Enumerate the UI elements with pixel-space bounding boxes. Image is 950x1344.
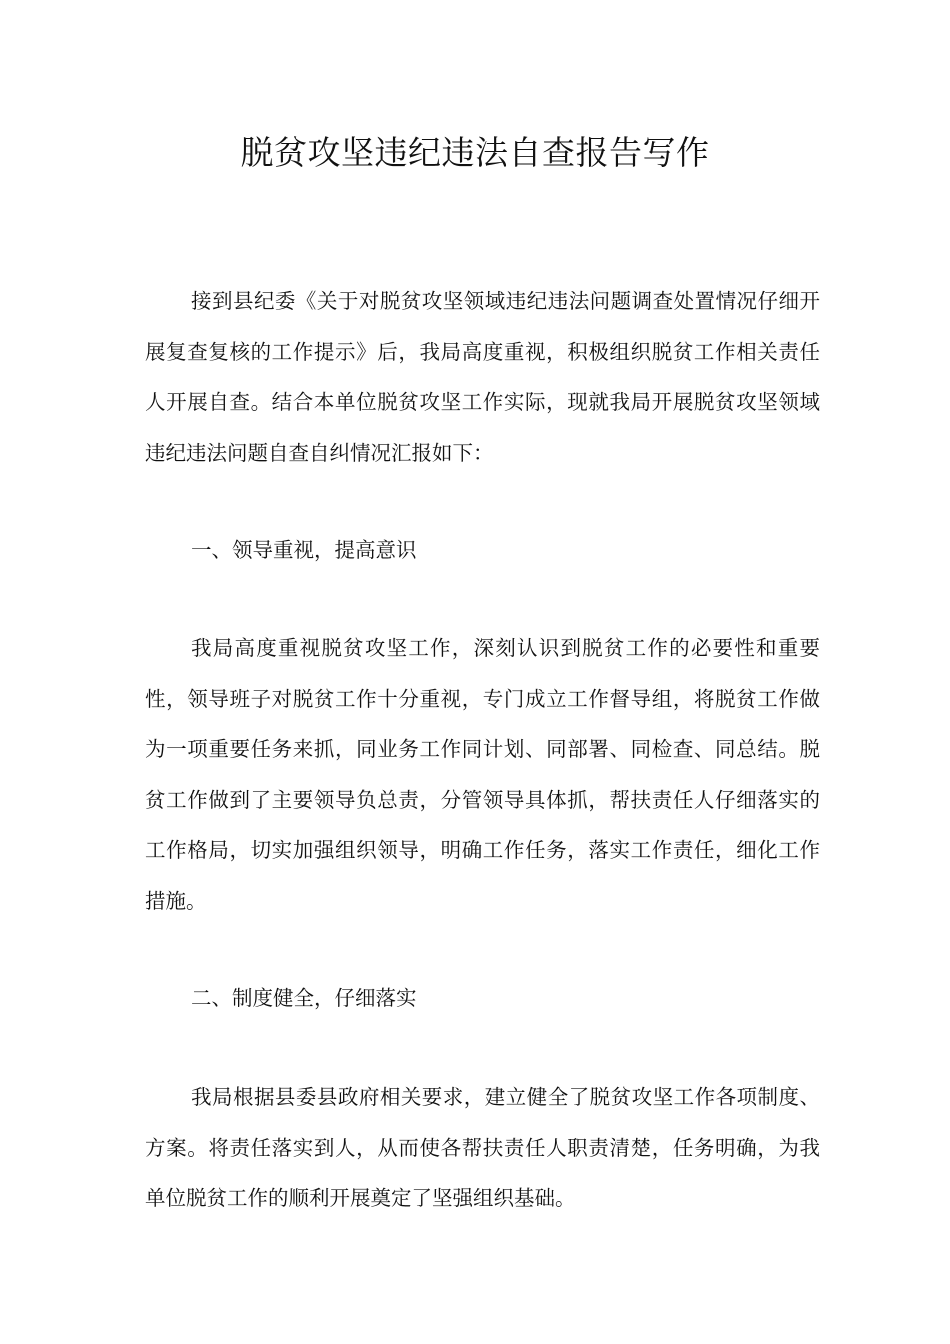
- section-body-1: 我局高度重视脱贫攻坚工作，深刻认识到脱贫工作的必要性和重要性，领导班子对脱贫工作十分重视，专门成立工作督导组，将脱贫工作做为一项重要任务来抓，同业务工作同计划、同部署、同检查、同总结。脱贫工作做到了主要领导负总责，分管领导具体抓，帮扶责任人仔细落实的工作格局，切实加强组织领导，明确工作任务，落实工作责任，细化工作措施。: [145, 636, 820, 913]
- document-title: 脱贫攻坚违纪违法自查报告写作: [240, 133, 710, 172]
- section-heading-1: 一、领导重视，提高意识: [191, 538, 417, 562]
- intro-paragraph: 接到县纪委《关于对脱贫攻坚领域违纪违法问题调查处置情况仔细开展复查复核的工作提示》后，我局高度重视，积极组织脱贫工作相关责任人开展自查。结合本单位脱贫攻坚工作实际，现就我局开展脱贫攻坚领域违纪违法问题自查自纠情况汇报如下：: [145, 289, 820, 465]
- section-heading-2: 二、制度健全，仔细落实: [191, 986, 417, 1010]
- section-body-2: 我局根据县委县政府相关要求，建立健全了脱贫攻坚工作各项制度、方案。将责任落实到人，从而使各帮扶责任人职责清楚，任务明确，为我单位脱贫工作的顺利开展奠定了坚强组织基础。: [145, 1085, 820, 1210]
